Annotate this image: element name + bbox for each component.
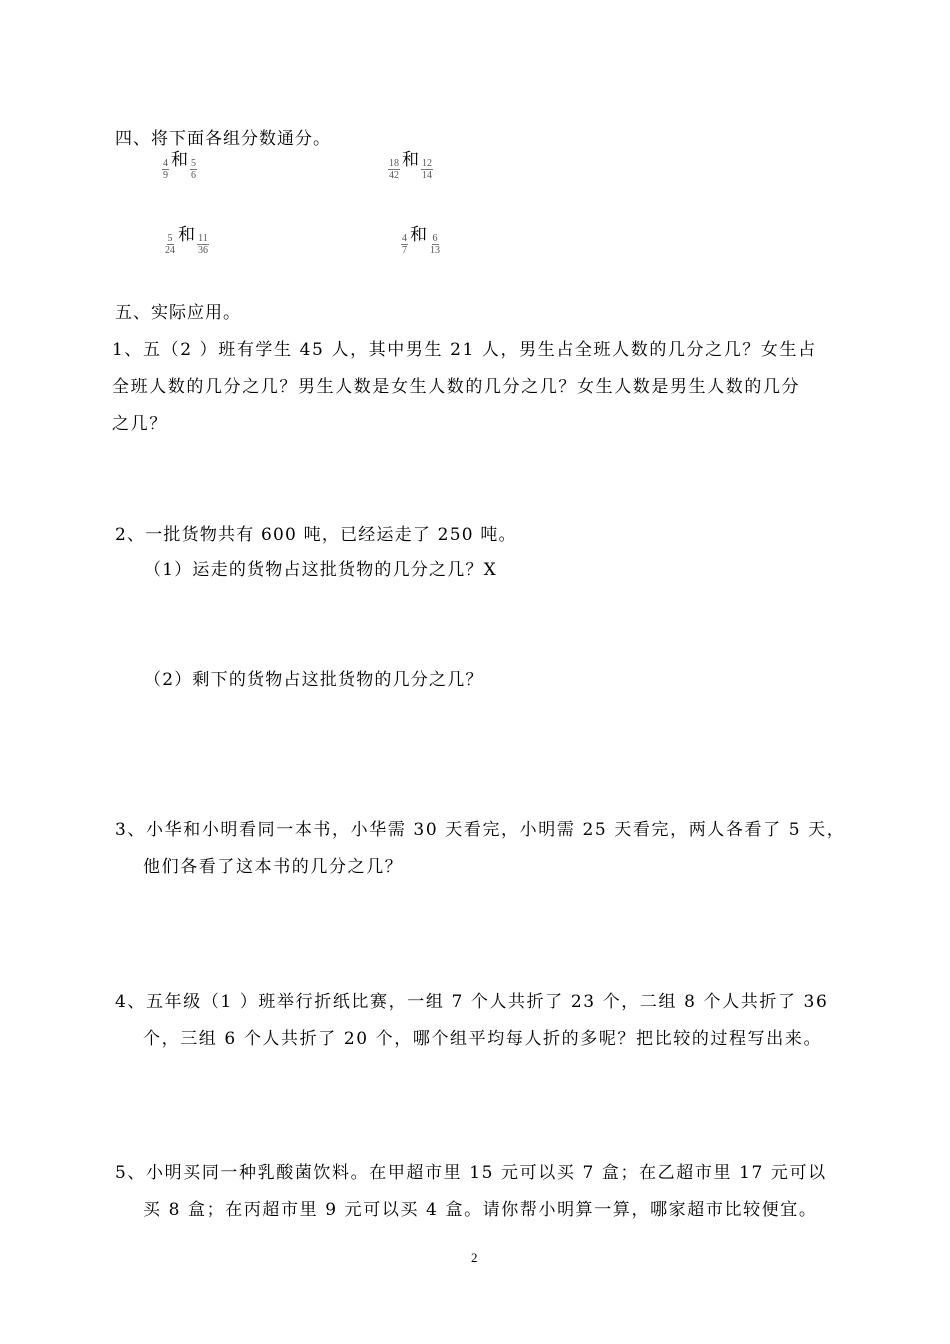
fraction-pair-2 [388, 150, 433, 181]
and-word: 和 [178, 225, 195, 245]
numerator: 5 [167, 233, 173, 244]
numerator: 12 [422, 158, 432, 169]
fraction [164, 233, 176, 256]
denominator: 13 [430, 245, 440, 256]
section-4-heading: 四、将下面各组分数通分。 [115, 129, 331, 149]
question-5-line-1: 5、小明买同一种乳酸菌饮料。在甲超市里 15 元可以买 7 盒；在乙超市里 17 元可以 [115, 1163, 827, 1183]
question-3-line-1: 3、小华和小明看同一本书，小华需 30 天看完，小明需 25 天看完，两人各看了 5 天， [115, 820, 846, 840]
question-1-line-3: 之几？ [112, 414, 168, 434]
fraction [190, 158, 197, 181]
and-word: 和 [171, 150, 188, 170]
numerator: 4 [163, 158, 168, 169]
section-5-heading: 五、实际应用。 [115, 303, 241, 323]
fraction [421, 158, 433, 181]
question-1-line-2: 全班人数的几分之几？男生人数是女生人数的几分之几？女生人数是男生人数的几分 [112, 377, 801, 397]
fraction [388, 158, 400, 181]
fraction [429, 233, 441, 256]
numerator: 4 [402, 233, 407, 244]
fraction [401, 233, 408, 256]
denominator: 24 [165, 245, 175, 256]
question-2-stem: 2、一批货物共有 600 吨，已经运走了 250 吨。 [115, 525, 517, 545]
denominator: 36 [198, 245, 208, 256]
denominator: 6 [191, 170, 196, 181]
denominator: 7 [402, 245, 407, 256]
numerator: 5 [191, 158, 196, 169]
fraction-pair-1 [162, 150, 197, 181]
question-4-line-2: 个，三组 6 个人共折了 20 个，哪个组平均每人折的多呢？把比较的过程写出来。 [143, 1029, 823, 1049]
numerator: 11 [198, 233, 208, 244]
fraction [162, 158, 169, 181]
numerator: 6 [432, 233, 438, 244]
question-3-line-2: 他们各看了这本书的几分之几？ [143, 857, 404, 877]
question-2-sub-1: （1）运走的货物占这批货物的几分之几？X [144, 560, 497, 580]
question-4-line-1: 4、五年级（1 ）班举行折纸比赛，一组 7 个人共折了 23 个，二组 8 个人共折了 36 [115, 992, 829, 1012]
page-number: 2 [471, 1250, 478, 1265]
denominator: 9 [163, 170, 168, 181]
denominator: 14 [422, 170, 432, 181]
fraction-pair-3 [164, 225, 209, 256]
and-word: 和 [410, 225, 427, 245]
and-word: 和 [402, 150, 419, 170]
numerator: 18 [389, 158, 399, 169]
fraction-pair-4 [401, 225, 441, 256]
question-5-line-2: 买 8 盒；在丙超市里 9 元可以买 4 盒。请你帮小明算一算，哪家超市比较便宜。 [143, 1200, 818, 1220]
denominator: 42 [389, 170, 399, 181]
question-2-sub-2: （2）剩下的货物占这批货物的几分之几？ [144, 670, 484, 690]
question-1-line-1: 1、五（2 ）班有学生 45 人，其中男生 21 人，男生占全班人数的几分之几？女生占 [112, 340, 817, 360]
fraction [197, 233, 209, 256]
